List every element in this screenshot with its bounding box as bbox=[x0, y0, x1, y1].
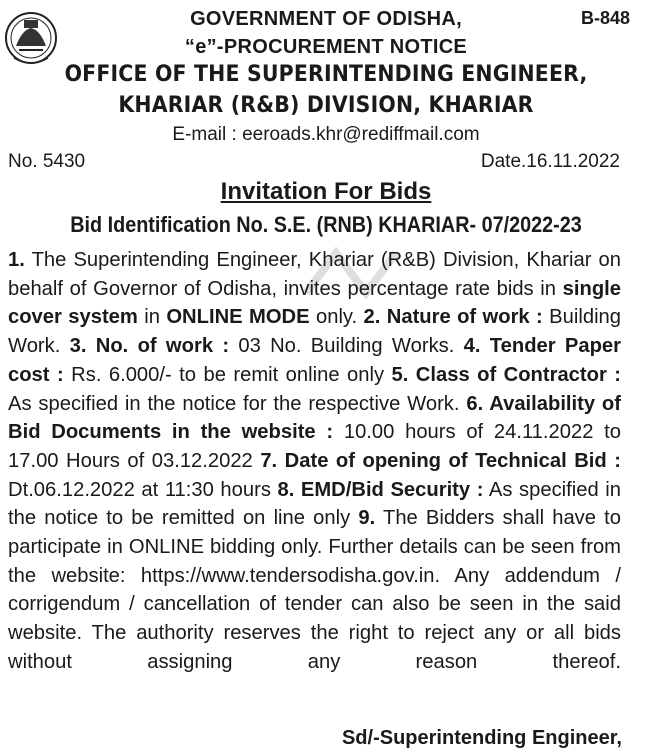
clause-6-value: 10.00 hours of 24.11.2022 to 17.00 Hours of 03.12.2022 bbox=[8, 421, 621, 472]
notice-body bbox=[8, 246, 621, 677]
clause-2-value: Building Work. bbox=[8, 306, 622, 358]
government-heading: GOVERNMENT OF ODISHA, bbox=[190, 8, 462, 30]
notice-number: No. 5430 bbox=[8, 151, 86, 172]
signature: Sd/-Superintending Engineer, bbox=[341, 727, 622, 749]
clause-3-label: 3. No. of work : bbox=[69, 335, 230, 358]
clause-1-text: The Superintending Engineer, Khariar (R&B) Division, Khariar on behalf of Governor of Odisha, invites percentage rate bids in bbox=[8, 249, 621, 300]
clause-1-connector: in bbox=[137, 306, 167, 329]
clause-4-value: Rs. 6.000/- to be remit online only bbox=[63, 363, 392, 386]
clause-1-end: only. bbox=[309, 306, 364, 329]
office-heading-line1: OFFICE OF THE SUPERINTENDING ENGINEER, bbox=[64, 62, 588, 87]
clause-5-label: 5. Class of Contractor : bbox=[391, 363, 621, 386]
notice-type-heading: “e”-PROCUREMENT NOTICE bbox=[184, 36, 468, 58]
clause-8-value: As specified in the notice to be remitted on line only bbox=[8, 478, 621, 530]
clause-3-value: 03 No. Building Works. bbox=[229, 335, 464, 358]
clause-6-label: 6. Availability of Bid Documents in the website : bbox=[8, 392, 621, 444]
clause-9-value: The Bidders shall have to participate in ONLINE bidding only. Further details can be seen from the website: https://www.tendersodisha.gov.in. Any addendum / corrigendum / cancellation of tender can also be seen in the said website. The authority reserves the right to reject any or all bids without assigning any reason thereof. bbox=[8, 507, 621, 673]
office-email: E-mail : eeroads.khr@rediffmail.com bbox=[172, 124, 480, 145]
clause-9-number: 9. bbox=[358, 507, 376, 530]
clause-1-number: 1. bbox=[8, 249, 25, 271]
bid-identification: Bid Identification No. S.E. (RNB) KHARIAR- 07/2022-23 bbox=[70, 212, 582, 237]
notice-title: Invitation For Bids bbox=[220, 178, 432, 205]
clause-7-value: Dt.06.12.2022 at 11:30 hours bbox=[8, 478, 278, 501]
clause-7-label: 7. Date of opening of Technical Bid : bbox=[260, 449, 621, 472]
clause-8-label: 8. EMD/Bid Security : bbox=[277, 478, 484, 501]
notice-code: B-848 bbox=[580, 8, 630, 28]
clause-4-label: 4. Tender Paper cost : bbox=[8, 335, 622, 386]
clause-2-label: 2. Nature of work : bbox=[363, 306, 543, 329]
clause-1-mode: ONLINE MODE bbox=[166, 306, 310, 329]
clause-5-value: As specified in the notice for the respective Work. bbox=[8, 392, 467, 415]
clause-1-system: single cover system bbox=[8, 277, 621, 329]
office-heading-line2: KHARIAR (R&B) DIVISION, KHARIAR bbox=[118, 93, 534, 118]
notice-date: Date.16.11.2022 bbox=[480, 151, 620, 172]
